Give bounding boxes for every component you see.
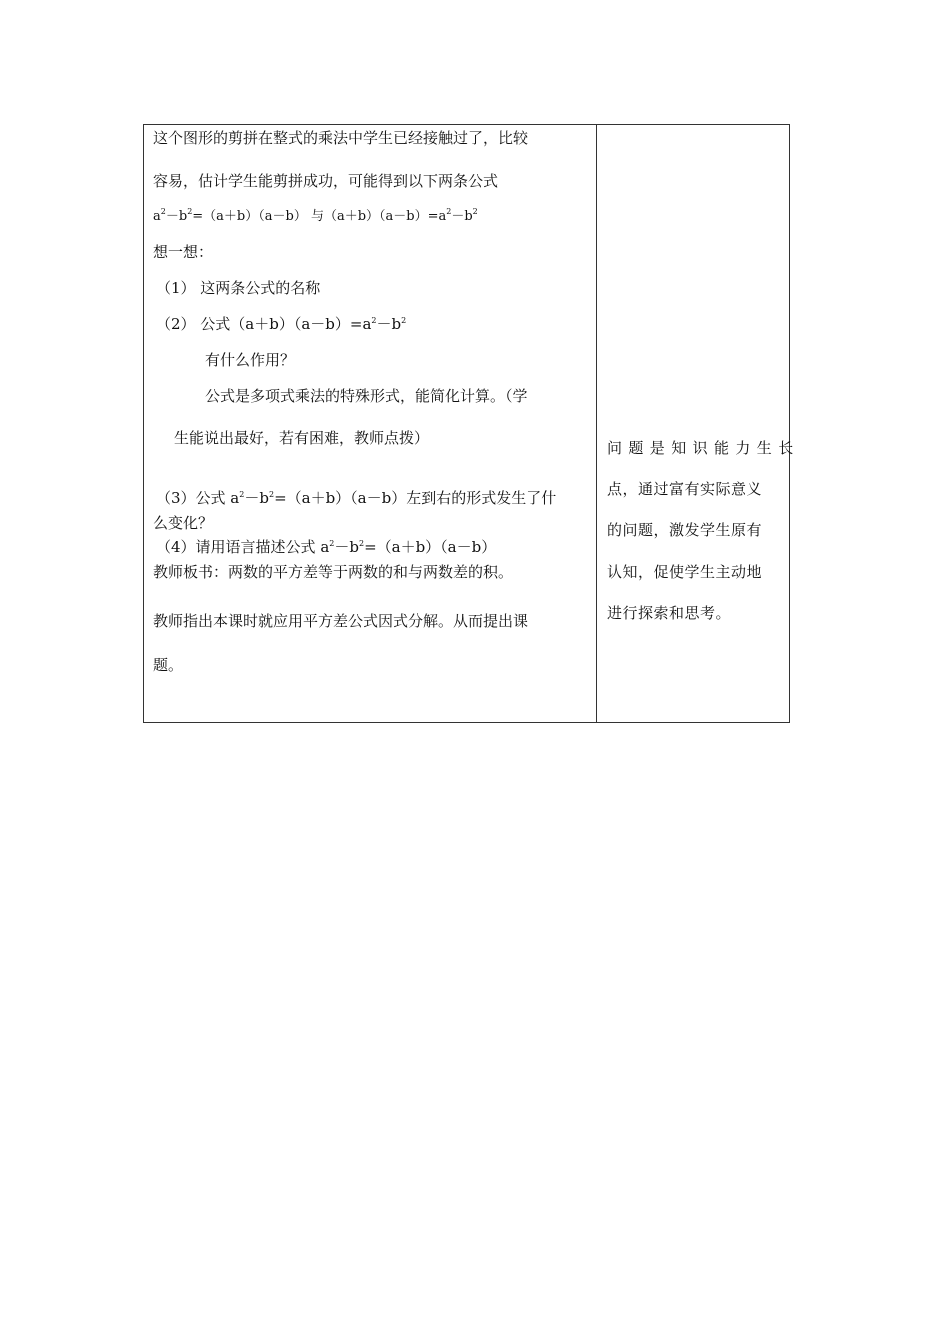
- answer-line: 生能说出最好，若有困难，教师点拨）: [174, 429, 430, 447]
- intent-line: 进行探索和思考。: [607, 604, 732, 622]
- formula-line: $a^2-b^2=(a+b)(a-b)$ 与$(a+b)(a-b)=a^2-b^2$: [153, 207, 478, 224]
- question-3: （3）公式 $a^2-b^2=(a+b)(a-b)$左到右的形式发生了什: [156, 489, 557, 507]
- question-2: （2） 公式$(a+b)(a-b)=a^2-b^2$: [156, 315, 407, 333]
- table-row: [144, 125, 790, 723]
- paragraph-line: 容易，估计学生能剪拼成功，可能得到以下两条公式: [153, 172, 499, 190]
- intent-line: 的问题，激发学生原有: [607, 521, 763, 539]
- question-3-cont: 么变化？: [153, 514, 214, 532]
- question-2-use: 有什么作用？: [205, 351, 296, 369]
- teaching-process-cell: [144, 125, 597, 723]
- answer-line: 公式是多项式乘法的特殊形式，能简化计算。（学: [205, 387, 528, 405]
- paragraph-line: 教师指出本课时就应用平方差公式因式分解。从而提出课: [153, 612, 529, 630]
- intent-line: 点，通过富有实际意义: [607, 480, 763, 498]
- question-4: （4）请用语言描述公式 $a^2-b^2=(a+b)(a-b)$: [156, 538, 497, 556]
- lesson-table: [143, 124, 800, 723]
- board-note: 教师板书：两数的平方差等于两数的和与两数差的积。: [153, 563, 514, 581]
- intent-line: 认知，促使学生主动地: [607, 563, 763, 581]
- paragraph-line: 题。: [153, 656, 184, 674]
- paragraph-line: 这个图形的剪拼在整式的乘法中学生已经接触过了，比较: [153, 129, 529, 147]
- think-heading: 想一想：: [153, 243, 214, 261]
- question-1: （1） 这两条公式的名称: [156, 279, 321, 297]
- intent-line: 问题是知识能力生长: [607, 439, 800, 457]
- design-intent-cell: [597, 125, 800, 723]
